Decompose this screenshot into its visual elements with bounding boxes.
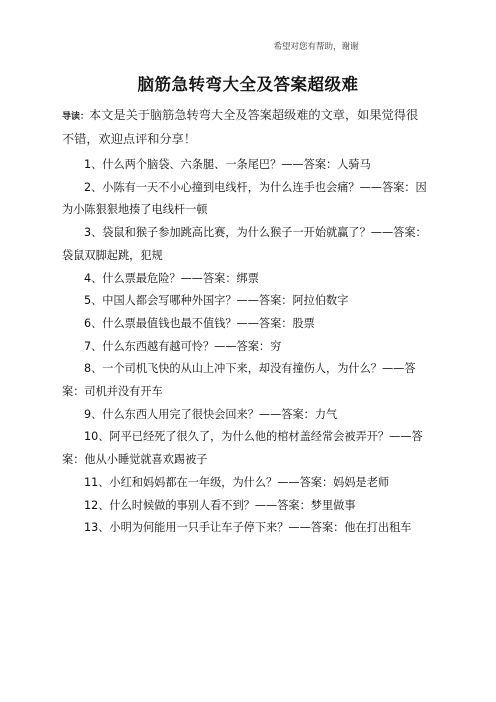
riddle-item-1: 1、什么两个脑袋、六条腿、一条尾巴？——答案：人骑马 [84, 158, 371, 171]
intro-paragraph [62, 104, 428, 150]
riddle-item-2: 2、小陈有一天不小心撞到电线杆，为什么连手也会痛？——答案：因为小陈狠狠地揍了电线杆一顿 [62, 180, 427, 217]
riddle-item-12: 12、什么时候做的事别人看不到？——答案：梦里做事 [84, 498, 356, 512]
document-title: 脑筋急转弯大全及答案超级难 [137, 75, 359, 94]
riddle-item-3: 3、袋鼠和猴子参加跳高比赛，为什么猴子一开始就赢了？——答案：袋鼠双脚起跳，犯规 [62, 226, 427, 262]
riddle-item-6: 6、什么票最值钱也最不值钱？——答案：股票 [84, 316, 315, 330]
riddle-item-11: 11、小红和妈妈都在一年级，为什么？——答案：妈妈是老师 [84, 475, 390, 489]
document-body [62, 104, 428, 540]
riddle-item-8: 8、一个司机飞快的从山上冲下来，却没有撞伤人，为什么？——答案：司机并没有开车 [62, 362, 416, 399]
riddle-item-4: 4、什么票最危险？——答案：绑票 [84, 271, 259, 285]
riddle-item-5: 5、中国人都会写哪种外国字？——答案：阿拉伯数字 [84, 294, 349, 308]
riddle-item-13: 13、小明为何能用一只手让车子停下来？——答案：他在打出租车 [84, 521, 412, 535]
riddle-item-9: 9、什么东西人用完了很快会回来？——答案：力气 [84, 407, 338, 421]
intro-label: 导读： [62, 112, 90, 122]
riddle-item-10: 10、阿平已经死了很久了，为什么他的棺材盖经常会被弄开？——答案：他从小睡觉就喜欢踢被子 [62, 430, 423, 467]
header-note: 希望对您有帮助，谢谢 [273, 42, 359, 52]
intro-text: 本文是关于脑筋急转弯大全及答案超级难的文章，如果觉得很不错，欢迎点评和分享！ [62, 108, 419, 146]
riddle-item-7: 7、什么东西越有越可怜？——答案：穷 [84, 339, 282, 353]
